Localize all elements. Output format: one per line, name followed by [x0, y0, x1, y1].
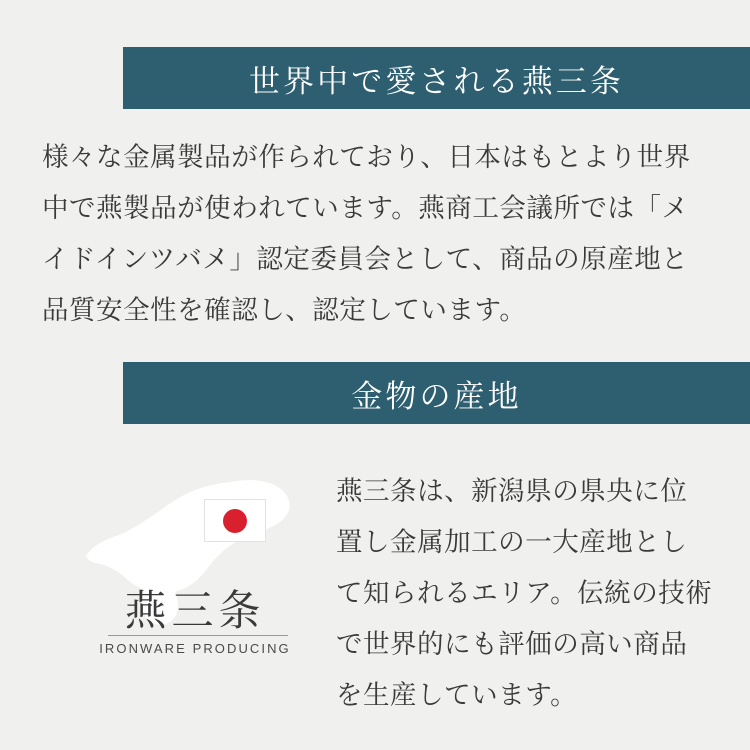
section-heading-1: 世界中で愛される燕三条: [123, 47, 750, 109]
lower-content: [0, 450, 750, 750]
flag-disc: [223, 509, 247, 533]
brand-logo-block: [60, 460, 330, 710]
brand-subtitle: IRONWARE PRODUCING: [99, 641, 291, 656]
section-body-2: 燕三条は、新潟県の県央に位置し金属加工の一大産地として知られるエリア。伝統の技術で世界的にも評価の高い商品を生産しています。: [336, 476, 713, 710]
japan-flag-icon: [204, 499, 266, 542]
section-heading-2: 金物の産地: [123, 362, 750, 424]
brand-divider: [108, 635, 288, 636]
section-body-1: 様々な金属製品が作られており、日本はもとより世界中で燕製品が使われています。燕商工会議所では「メイドインツバメ」認定委員会として、商品の原産地と品質安全性を確認し、認定しています。: [42, 142, 691, 325]
brand-name: 燕三条: [124, 589, 266, 635]
